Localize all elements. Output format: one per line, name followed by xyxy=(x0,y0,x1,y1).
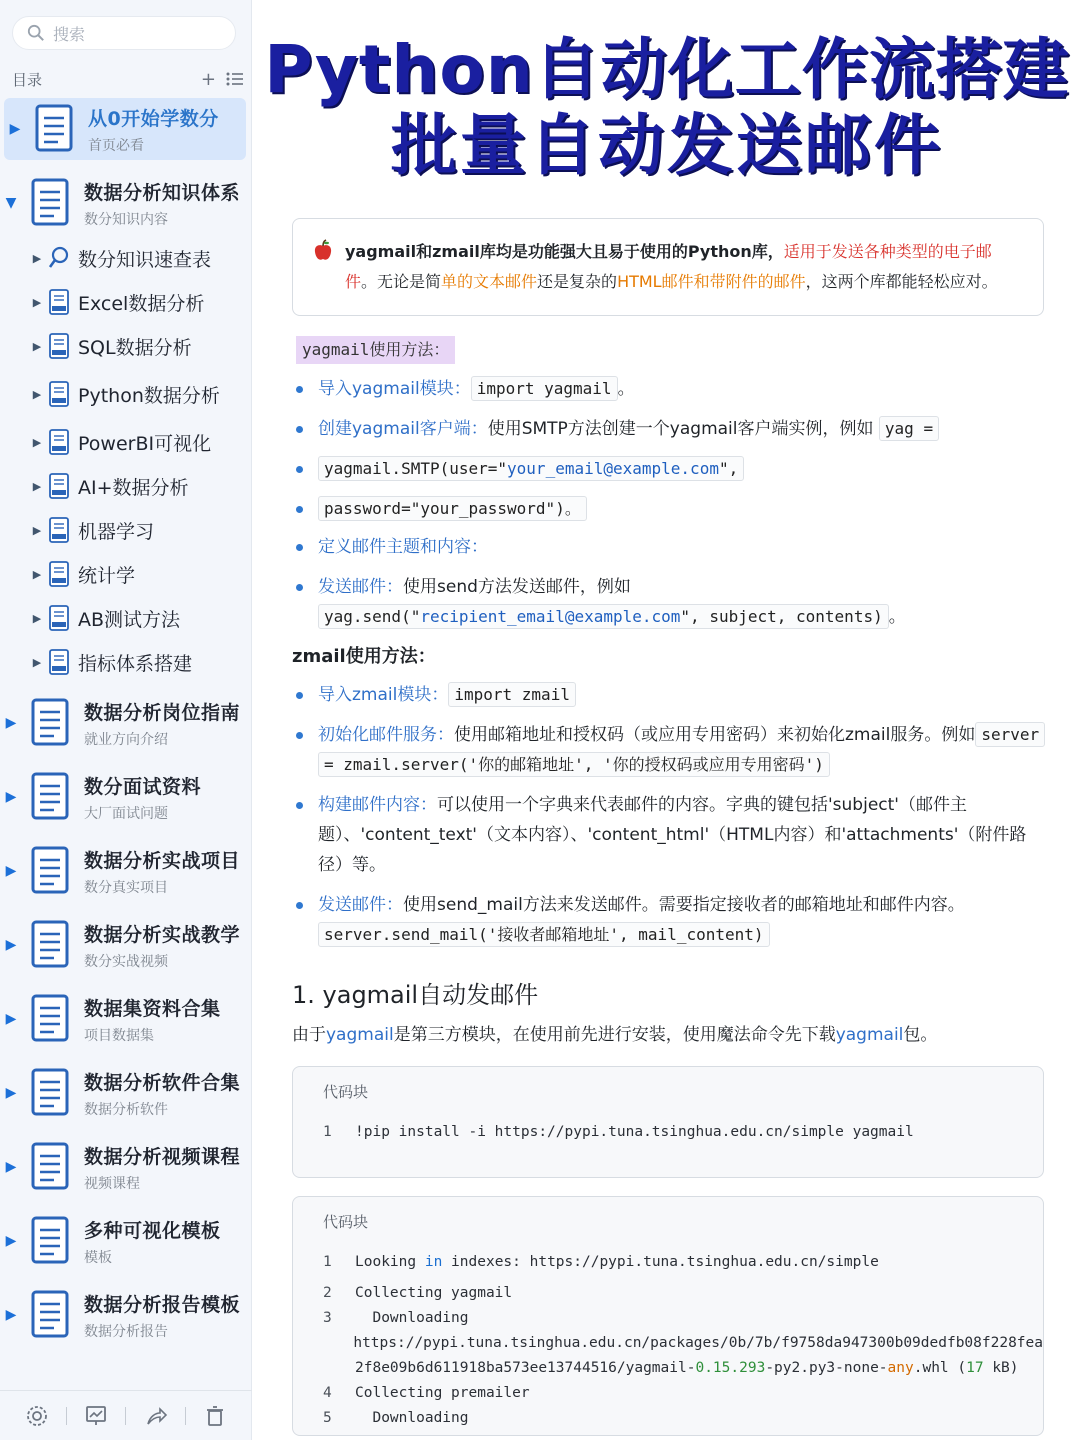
toolbar-divider xyxy=(125,1407,126,1425)
sidebar-subitem-metrics[interactable] xyxy=(26,644,252,680)
code-line xyxy=(323,1281,1043,1306)
item-text: 。 xyxy=(617,379,635,399)
item-subtitle: 模板 xyxy=(84,1249,112,1266)
section-paragraph xyxy=(292,1020,937,1045)
item-link[interactable]: 定义邮件主题和内容： xyxy=(318,537,488,557)
inline-code: yag = xyxy=(879,416,939,441)
expand-arrow-icon[interactable]: ▶ xyxy=(32,611,42,625)
code-part: yag.send(" xyxy=(324,607,421,626)
item-subtitle: 数据分析报告 xyxy=(84,1323,168,1340)
expand-arrow-icon[interactable]: ▶ xyxy=(5,715,17,731)
toc-header xyxy=(12,68,244,90)
code-text: 2f8e09b6d611918ba573ee13744516/yagmail- xyxy=(355,1360,696,1376)
bullet-dot xyxy=(296,902,303,909)
item-link[interactable]: 发送邮件： xyxy=(318,895,403,915)
search-icon xyxy=(27,24,45,42)
item-title: 数据分析软件合集 xyxy=(84,1071,241,1094)
item-link[interactable]: 导入yagmail模块： xyxy=(318,379,471,399)
search-input[interactable] xyxy=(12,16,236,50)
document-icon xyxy=(48,605,70,631)
expand-arrow-icon[interactable]: ▶ xyxy=(32,295,42,309)
item-subtitle: 数据分析软件 xyxy=(84,1101,168,1118)
document-icon xyxy=(30,994,72,1044)
document-icon xyxy=(30,846,72,896)
list-item xyxy=(296,454,744,484)
para-text: 由于 xyxy=(292,1025,326,1045)
document-icon xyxy=(30,1216,72,1266)
code-line xyxy=(323,1120,1043,1145)
code-part: yagmail.SMTP(user=" xyxy=(324,459,508,478)
item-text: 使用send方法发送邮件，例如 xyxy=(403,577,631,597)
item-subtitle: 大厂面试问题 xyxy=(84,805,168,822)
list-item xyxy=(296,374,635,404)
para-link[interactable]: yagmail xyxy=(835,1025,904,1045)
item-title: 数据分析报告模板 xyxy=(84,1293,241,1316)
sidebar-subitem-powerbi[interactable] xyxy=(26,424,252,460)
expand-arrow-icon[interactable]: ▶ xyxy=(5,1011,17,1027)
line-number: 3 xyxy=(323,1310,332,1326)
sidebar-subitem-python[interactable] xyxy=(26,376,252,412)
sidebar-bottom-toolbar xyxy=(0,1390,252,1440)
document-icon xyxy=(30,178,72,228)
list-item xyxy=(296,680,576,710)
bullet-dot xyxy=(296,506,303,513)
callout-text-3: 还是复杂的 xyxy=(537,272,618,291)
sidebar-item-home[interactable] xyxy=(4,98,246,160)
subitem-label: SQL数据分析 xyxy=(78,336,192,359)
search-icon xyxy=(48,245,70,271)
expand-arrow-icon[interactable]: ▶ xyxy=(5,863,17,879)
item-subtitle: 数分实战视频 xyxy=(84,953,168,970)
sidebar-item-templates[interactable] xyxy=(0,1210,252,1272)
callout-text-4: ，这两个库都能轻松应对。 xyxy=(805,272,998,291)
expand-arrow-icon[interactable]: ▶ xyxy=(5,1085,17,1101)
toolbar-divider xyxy=(185,1407,186,1425)
sidebar-subitem-ai[interactable] xyxy=(26,468,252,504)
sidebar-subitem-ml[interactable] xyxy=(26,512,252,548)
item-text: 题）、'content_text'（文本内容）、'content_html'（HTML内容）和'attachments'（附件路 xyxy=(318,825,1027,845)
list-item xyxy=(296,790,1056,880)
line-number: 1 xyxy=(323,1124,332,1140)
section-heading: 1. yagmail自动发邮件 xyxy=(292,981,539,1009)
code-block-caption: 代码块 xyxy=(323,1083,369,1101)
subitem-label: Python数据分析 xyxy=(78,384,220,407)
inline-code xyxy=(318,456,744,481)
toc-title: 目录 xyxy=(12,70,43,89)
expand-arrow-icon[interactable]: ▶ xyxy=(32,435,42,449)
code-part: ", subject, contents) xyxy=(680,607,883,626)
line-number xyxy=(323,1356,355,1381)
expand-arrow-icon[interactable]: ▶ xyxy=(5,789,17,805)
code-version: 0.15.293 xyxy=(695,1360,766,1376)
item-title: 数据分析视频课程 xyxy=(84,1145,241,1168)
zmail-usage-heading: zmail使用方法： xyxy=(292,646,436,667)
expand-arrow-icon[interactable]: ▶ xyxy=(5,1233,17,1249)
sidebar-item-datasets[interactable] xyxy=(0,988,252,1050)
apple-icon xyxy=(311,239,335,263)
title-line-1: Python自动化工作流搭建 xyxy=(264,31,1070,108)
sidebar-item-teaching[interactable] xyxy=(0,914,252,976)
sidebar-item-software[interactable] xyxy=(0,1062,252,1124)
callout-highlight-2: 单的文本邮件 xyxy=(441,272,538,291)
bullet-dot xyxy=(296,426,303,433)
item-text: 径）等。 xyxy=(318,855,386,875)
item-text: 。 xyxy=(888,607,906,627)
document-icon xyxy=(30,698,72,748)
expand-arrow-icon[interactable]: ▶ xyxy=(32,479,42,493)
document-body xyxy=(262,0,1072,1440)
code-part: ", xyxy=(718,459,739,478)
item-text: 使用send_mail方法来发送邮件。需要指定接收者的邮箱地址和邮件内容。 xyxy=(403,895,965,915)
document-icon xyxy=(48,561,70,587)
document-icon xyxy=(48,429,70,455)
subitem-label: 统计学 xyxy=(78,564,136,587)
sidebar-subitem-stats[interactable] xyxy=(26,556,252,592)
presentation-icon[interactable] xyxy=(84,1404,108,1428)
expand-arrow-icon[interactable]: ▶ xyxy=(32,567,42,581)
bullet-dot xyxy=(296,732,303,739)
search-placeholder: 搜索 xyxy=(53,24,86,44)
code-line xyxy=(323,1250,1043,1275)
item-title: 数据分析知识体系 xyxy=(84,181,241,204)
code-block-caption: 代码块 xyxy=(323,1213,369,1231)
document-icon xyxy=(34,104,76,154)
document-icon xyxy=(48,289,70,315)
item-title: 数据分析岗位指南 xyxy=(84,701,241,724)
item-link[interactable]: 创建yagmail客户端： xyxy=(318,419,488,439)
code-block[interactable] xyxy=(292,1066,1044,1178)
inline-code: = zmail.server('你的邮箱地址', '你的授权码或应用专用密码') xyxy=(318,752,830,777)
code-text: -py2.py3-none- xyxy=(765,1360,888,1376)
bullet-dot xyxy=(296,802,303,809)
list-item xyxy=(296,890,1056,950)
code-text: Downloading xyxy=(355,1310,469,1326)
inline-code: server.send_mail('接收者邮箱地址', mail_content) xyxy=(318,922,770,947)
gear-icon[interactable] xyxy=(25,1404,49,1428)
item-title: 数据集资料合集 xyxy=(84,997,221,1020)
inline-code xyxy=(318,604,889,629)
item-title: 数分面试资料 xyxy=(84,775,202,798)
item-subtitle: 项目数据集 xyxy=(84,1027,154,1044)
document-icon xyxy=(48,381,70,407)
sidebar-item-interview[interactable] xyxy=(0,766,252,828)
bullet-dot xyxy=(296,466,303,473)
sidebar-subitem-cheatsheet[interactable] xyxy=(26,240,252,276)
code-text: Collecting premailer xyxy=(355,1385,530,1401)
line-number: 2 xyxy=(323,1285,332,1301)
sidebar-subitem-excel[interactable] xyxy=(26,284,252,320)
sidebar-subitem-abtest[interactable] xyxy=(26,600,252,636)
inline-code: import yagmail xyxy=(471,376,618,401)
item-subtitle: 数分知识内容 xyxy=(84,211,168,228)
item-subtitle: 首页必看 xyxy=(88,137,144,154)
subitem-label: Excel数据分析 xyxy=(78,292,205,315)
code-text: indexes: https://pypi.tuna.tsinghua.edu.cn/simple xyxy=(442,1254,879,1270)
expand-arrow-icon[interactable]: ▶ xyxy=(9,121,21,137)
code-text: kB) xyxy=(983,1360,1019,1376)
code-string: your_email@example.com xyxy=(507,459,719,478)
inline-code: server xyxy=(975,722,1045,747)
trash-icon[interactable] xyxy=(203,1404,227,1428)
share-icon[interactable] xyxy=(144,1404,168,1428)
code-line xyxy=(323,1356,1043,1381)
document-icon xyxy=(30,1068,72,1118)
item-link[interactable]: 导入zmail模块： xyxy=(318,685,449,705)
title-line-2: 批量自动发送邮件 xyxy=(391,107,943,184)
list-item xyxy=(296,572,906,632)
code-line xyxy=(323,1406,1043,1431)
callout-text-2: 。无论是简 xyxy=(361,272,442,291)
line-number: 5 xyxy=(323,1410,332,1426)
code-text: Looking xyxy=(355,1254,425,1270)
subitem-label: AI+数据分析 xyxy=(78,476,189,499)
item-subtitle: 视频课程 xyxy=(84,1175,140,1192)
document-icon xyxy=(30,920,72,970)
add-icon[interactable]: + xyxy=(200,68,216,90)
list-item xyxy=(296,494,587,524)
item-text: 使用邮箱地址和授权码（或应用专用密码）来初始化zmail服务。例如 xyxy=(454,725,976,745)
list-item xyxy=(296,414,939,444)
expand-arrow-icon[interactable]: ▶ xyxy=(32,339,42,353)
code-keyword: any xyxy=(887,1360,914,1376)
code-line xyxy=(323,1306,1043,1331)
sidebar-item-projects[interactable] xyxy=(0,840,252,902)
toolbar-divider xyxy=(66,1407,67,1425)
bullet-dot xyxy=(296,692,303,699)
para-link[interactable]: yagmail xyxy=(326,1025,394,1045)
para-text: 包。 xyxy=(903,1025,938,1045)
item-text: 可以使用一个字典来代表邮件的内容。字典的键包括'subject'（邮件主 xyxy=(437,795,967,815)
expand-arrow-icon[interactable]: ▶ xyxy=(32,523,42,537)
line-number: 1 xyxy=(323,1254,332,1270)
yagmail-usage-tag: yagmail使用方法： xyxy=(296,336,455,364)
callout-box xyxy=(292,218,1044,316)
callout-text-1: yagmail和zmail库均是功能强大且易于使用的Python库， xyxy=(345,242,784,261)
document-icon xyxy=(48,333,70,359)
item-subtitle: 数分真实项目 xyxy=(84,879,168,896)
list-item xyxy=(296,532,488,562)
sidebar xyxy=(0,0,252,1440)
document-icon xyxy=(30,1290,72,1340)
bullet-dot xyxy=(296,386,303,393)
subitem-label: AB测试方法 xyxy=(78,608,181,631)
item-title: 数据分析实战项目 xyxy=(84,849,241,872)
code-text: Collecting yagmail xyxy=(355,1285,513,1301)
document-icon xyxy=(48,649,70,675)
document-icon xyxy=(30,772,72,822)
line-number: 4 xyxy=(323,1385,332,1401)
code-text: https://pypi.tuna.tsinghua.edu.cn/packages/0b/7b/f9758da947300b09dedfb08f228fea xyxy=(353,1335,1043,1351)
code-string: recipient_email@example.com xyxy=(420,607,681,626)
item-link[interactable]: 初始化邮件服务： xyxy=(318,725,454,745)
code-keyword: in xyxy=(424,1254,443,1270)
expand-arrow-icon[interactable]: ▶ xyxy=(32,655,42,669)
code-number: 17 xyxy=(966,1360,984,1376)
line-number xyxy=(323,1331,353,1356)
subitem-label: 数分知识速查表 xyxy=(78,248,212,271)
subitem-label: 机器学习 xyxy=(78,520,155,543)
document-icon xyxy=(48,473,70,499)
item-text: 使用SMTP方法创建一个yagmail客户端实例，例如 xyxy=(487,419,874,439)
expand-arrow-icon[interactable]: ▶ xyxy=(32,251,42,265)
code-text: !pip install -i https://pypi.tuna.tsinghua.edu.cn/simple yagmail xyxy=(355,1124,914,1140)
item-title: 多种可视化模板 xyxy=(84,1219,221,1242)
collapse-arrow-icon[interactable]: ▼ xyxy=(5,195,17,211)
para-text: 是第三方模块，在使用前先进行安装，使用魔法命令先下载 xyxy=(393,1025,836,1045)
code-line xyxy=(323,1331,1043,1356)
code-line xyxy=(323,1381,1043,1406)
code-block[interactable] xyxy=(292,1196,1044,1436)
inline-code: password="your_password")。 xyxy=(318,496,587,521)
sidebar-item-reports[interactable] xyxy=(0,1284,252,1346)
code-text: .whl ( xyxy=(913,1360,967,1376)
sidebar-subitem-sql[interactable] xyxy=(26,328,252,364)
callout-highlight-1: 适用于发送各种类型的电子邮件 xyxy=(345,242,992,291)
item-link[interactable]: 发送邮件： xyxy=(318,577,403,597)
subitem-label: 指标体系搭建 xyxy=(78,652,193,675)
item-link[interactable]: 构建邮件内容： xyxy=(318,795,437,815)
expand-arrow-icon[interactable]: ▶ xyxy=(5,1159,17,1175)
item-subtitle: 就业方向介绍 xyxy=(84,731,168,748)
subitem-label: PowerBI可视化 xyxy=(78,432,212,455)
expand-arrow-icon[interactable]: ▶ xyxy=(32,387,42,401)
code-text: Downloading xyxy=(355,1410,469,1426)
list-item xyxy=(296,720,1056,780)
expand-arrow-icon[interactable]: ▶ xyxy=(5,1307,17,1323)
bullet-dot xyxy=(296,544,303,551)
inline-code: import zmail xyxy=(448,682,576,707)
page-title xyxy=(262,30,1072,186)
item-title: 数据分析实战教学 xyxy=(84,923,241,946)
sidebar-item-videos[interactable] xyxy=(0,1136,252,1198)
document-icon xyxy=(30,1142,72,1192)
expand-arrow-icon[interactable]: ▶ xyxy=(5,937,17,953)
bullet-dot xyxy=(296,584,303,591)
callout-highlight-3: HTML邮件和带附件的邮件 xyxy=(617,272,806,291)
item-title: 从0开始学数分 xyxy=(88,107,219,130)
document-icon xyxy=(48,517,70,543)
list-icon[interactable] xyxy=(226,71,244,87)
sidebar-item-career[interactable] xyxy=(0,692,252,754)
sidebar-item-knowledge[interactable] xyxy=(0,172,252,234)
